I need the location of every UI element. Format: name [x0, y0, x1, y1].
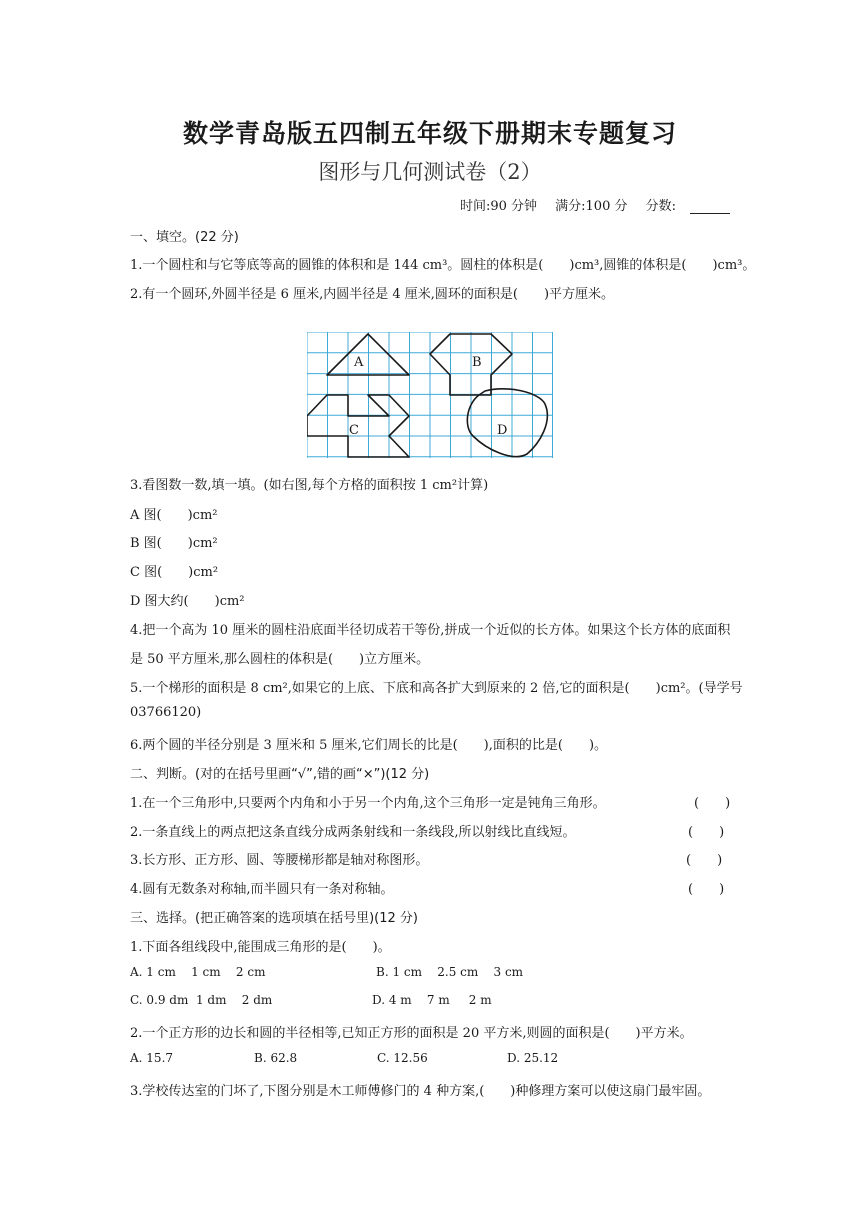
question-1-3-c: C 图( )cm²: [130, 565, 219, 580]
question-1-3: 3.看图数一数,填一填。(如右图,每个方格的面积按 1 cm²计算): [130, 478, 489, 493]
section-fill-in-heading: 一、填空。(22 分): [130, 230, 239, 245]
score-field: [646, 199, 730, 214]
question-1-1: 1.一个圆柱和与它等底等高的圆锥的体积和是 144 cm³。圆柱的体积是( )cm³,圆锥的体积是( )cm³。: [130, 258, 756, 273]
choice-2-option-a[interactable]: A. 15.7: [130, 1051, 174, 1065]
label-b: B: [472, 355, 482, 370]
score-label: 分数:: [645, 199, 676, 214]
judge-answer-4[interactable]: ( ): [688, 882, 725, 897]
section-judge-heading: 二、判断。(对的在括号里画“√”,错的画“×”)(12 分): [130, 767, 430, 782]
choice-question-3: 3.学校传达室的门坏了,下图分别是木工师傅修门的 4 种方案,( )种修理方案可以使这扇门最牢固。: [130, 1084, 711, 1099]
question-1-2: 2.有一个圆环,外圆半径是 6 厘米,内圆半径是 4 厘米,圆环的面积是( )平方厘米。: [130, 287, 615, 302]
choice-question-2: 2.一个正方形的边长和圆的半径相等,已知正方形的面积是 20 平方米,则圆的面积是( )平方米。: [130, 1026, 693, 1041]
document-title: 数学青岛版五四制五年级下册期末专题复习: [182, 119, 677, 148]
label-d: D: [497, 423, 508, 438]
question-1-5-line1: 5.一个梯形的面积是 8 cm²,如果它的上底、下底和高各扩大到原来的 2 倍,它的面积是( )cm²。(导学号: [130, 681, 743, 696]
time-limit: 时间:90 分钟: [459, 199, 537, 214]
grid-figure: [307, 332, 553, 458]
question-1-3-a: A 图( )cm²: [130, 508, 218, 523]
choice-1-option-b[interactable]: B. 1 cm 2.5 cm 3 cm: [376, 965, 524, 979]
choice-1-option-c[interactable]: C. 0.9 dm 1 dm 2 dm: [130, 993, 273, 1007]
score-blank: [690, 201, 730, 214]
judge-answer-3[interactable]: ( ): [686, 853, 723, 868]
choice-question-1: 1.下面各组线段中,能围成三角形的是( )。: [130, 940, 391, 955]
judge-item-4: 4.圆有无数条对称轴,而半圆只有一条对称轴。: [130, 882, 394, 897]
full-score: 满分:100 分: [555, 199, 628, 214]
question-1-4-line1: 4.把一个高为 10 厘米的圆柱沿底面半径切成若干等份,拼成一个近似的长方体。如果这个长方体的底面积: [130, 623, 731, 638]
judge-item-1: 1.在一个三角形中,只要两个内角和小于另一个内角,这个三角形一定是钝角三角形。: [130, 796, 606, 811]
judge-answer-2[interactable]: ( ): [688, 825, 725, 840]
judge-answer-1[interactable]: ( ): [694, 796, 731, 811]
question-1-3-b: B 图( )cm²: [130, 536, 218, 551]
section-choice-heading: 三、选择。(把正确答案的选项填在括号里)(12 分): [130, 911, 418, 926]
question-1-5-line2: 03766120): [130, 705, 202, 720]
choice-2-option-c[interactable]: C. 12.56: [377, 1051, 428, 1065]
choice-2-option-d[interactable]: D. 25.12: [507, 1051, 559, 1065]
choice-1-option-d[interactable]: D. 4 m 7 m 2 m: [372, 993, 492, 1007]
label-a: A: [354, 355, 364, 370]
choice-2-option-b[interactable]: B. 62.8: [254, 1051, 298, 1065]
exam-meta: [446, 195, 730, 214]
judge-item-3: 3.长方形、正方形、圆、等腰梯形都是轴对称图形。: [130, 853, 429, 868]
question-1-3-d: D 图大约( )cm²: [130, 594, 245, 609]
judge-item-2: 2.一条直线上的两点把这条直线分成两条射线和一条线段,所以射线比直线短。: [130, 825, 576, 840]
document-subtitle: 图形与几何测试卷（2）: [318, 160, 542, 184]
label-c: C: [349, 423, 359, 438]
question-1-6: 6.两个圆的半径分别是 3 厘米和 5 厘米,它们周长的比是( ),面积的比是( )。: [130, 738, 608, 753]
choice-1-option-a[interactable]: A. 1 cm 1 cm 2 cm: [130, 965, 266, 979]
question-1-4-line2: 是 50 平方厘米,那么圆柱的体积是( )立方厘米。: [130, 652, 430, 667]
